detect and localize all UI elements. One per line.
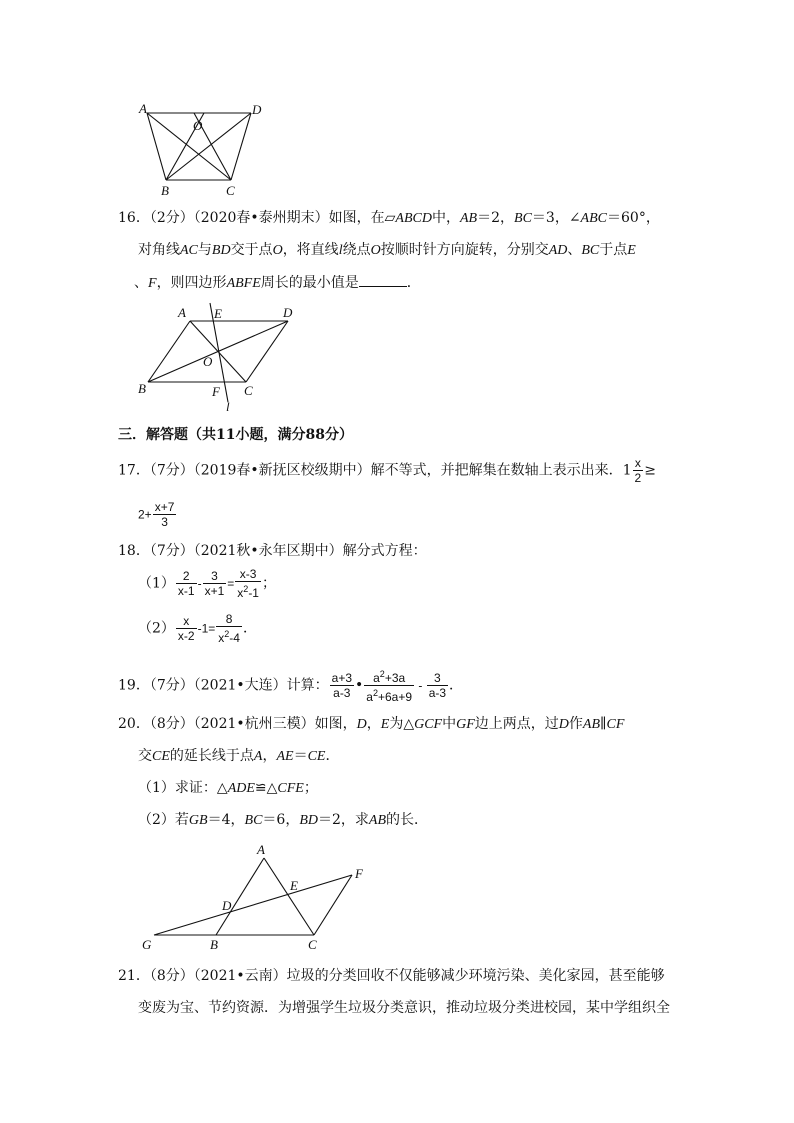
q20-part1: （1）求证：△ADE≌△CFE； [138, 780, 318, 796]
figure-trapezoid [130, 96, 270, 200]
q19-line: 19．（7分）（2021•大连）计算： $\frac{a+3}{a-3}$ • $\frac{a^2+3a}{a^2+6a+9}$ - $\frac{3}{a-3}$ ． [118, 669, 464, 704]
q17-line2: 2+ $\frac{x+7}{3}$ [138, 500, 175, 529]
label-l: l [226, 399, 230, 414]
label-B: B [138, 381, 146, 396]
label-E: E [290, 878, 298, 893]
label-F: F [355, 866, 363, 881]
label-B: B [161, 183, 169, 198]
figure-triangle [136, 838, 376, 956]
q21-line2: 变废为宝、节约资源．为增强学生垃圾分类意识，推动垃圾分类进校园，某中学组织全 [138, 1000, 670, 1016]
label-B: B [210, 937, 218, 952]
label-D: D [283, 305, 293, 320]
label-C: C [308, 937, 317, 952]
label-E: E [214, 306, 222, 321]
q16-line3: 、F，则四边形ABFE周长的最小值是 ． [134, 272, 421, 294]
label-O: O [193, 118, 203, 133]
section-heading: 三．解答题（共11小题，满分88分） [118, 427, 353, 443]
q21-line1: 21．（8分）（2021•云南）垃圾的分类回收不仅能够减少环境污染、美化家园，甚至能够 [118, 968, 665, 984]
label-D: D [222, 898, 232, 913]
q18-part2: （2） $\frac{x}{x-2}$ -1= $\frac{8}{x^2-4}$ ． [138, 612, 257, 645]
q20-line1: 20．（8分）（2021•杭州三模）如图，D，E为△GCF中GF边上两点，过D作AB∥CF [118, 716, 625, 732]
label-O: O [203, 354, 213, 369]
q16-line2: 对角线AC与BD交于点O，将直线l绕点O按顺时针方向旋转，分别交AD、BC于点E [138, 242, 636, 258]
label-C: C [226, 183, 235, 198]
q16-line1: 16．（2分）（2020春•泰州期末）如图，在▱ABCD中，AB＝2，BC＝3，∠ABC＝60°， [118, 210, 660, 226]
label-G: G [142, 937, 152, 952]
q20-part2: （2）若GB＝4，BC＝6，BD＝2，求AB的长． [138, 812, 429, 828]
label-A: A [178, 305, 186, 320]
label-A: A [139, 101, 147, 116]
label-D: D [252, 102, 262, 117]
label-F: F [212, 384, 220, 399]
figure-parallelogram [130, 298, 320, 416]
q18-line1: 18．（7分）（2021秋•永年区期中）解分式方程： [118, 543, 427, 559]
fraction-x-over-2: $\frac{x}{2}$ [634, 456, 642, 485]
fraction-x-plus-7-over-3: $\frac{x+7}{3}$ [154, 500, 175, 529]
answer-blank[interactable] [359, 272, 407, 287]
q20-line2: 交CE的延长线于点A，AE＝CE． [138, 748, 340, 764]
q18-part1: （1） $\frac{2}{x-1}$ - $\frac{3}{x+1}$ = $\frac{x-3}{x^2-1}$ ； [138, 567, 276, 600]
q17-line1: 17．（7分）（2019春•新抚区校级期中）解不等式，并把解集在数轴上表示出来．1 $\frac{x}{2}$ ≥ [118, 456, 656, 485]
label-C: C [244, 383, 253, 398]
label-A: A [257, 842, 265, 857]
